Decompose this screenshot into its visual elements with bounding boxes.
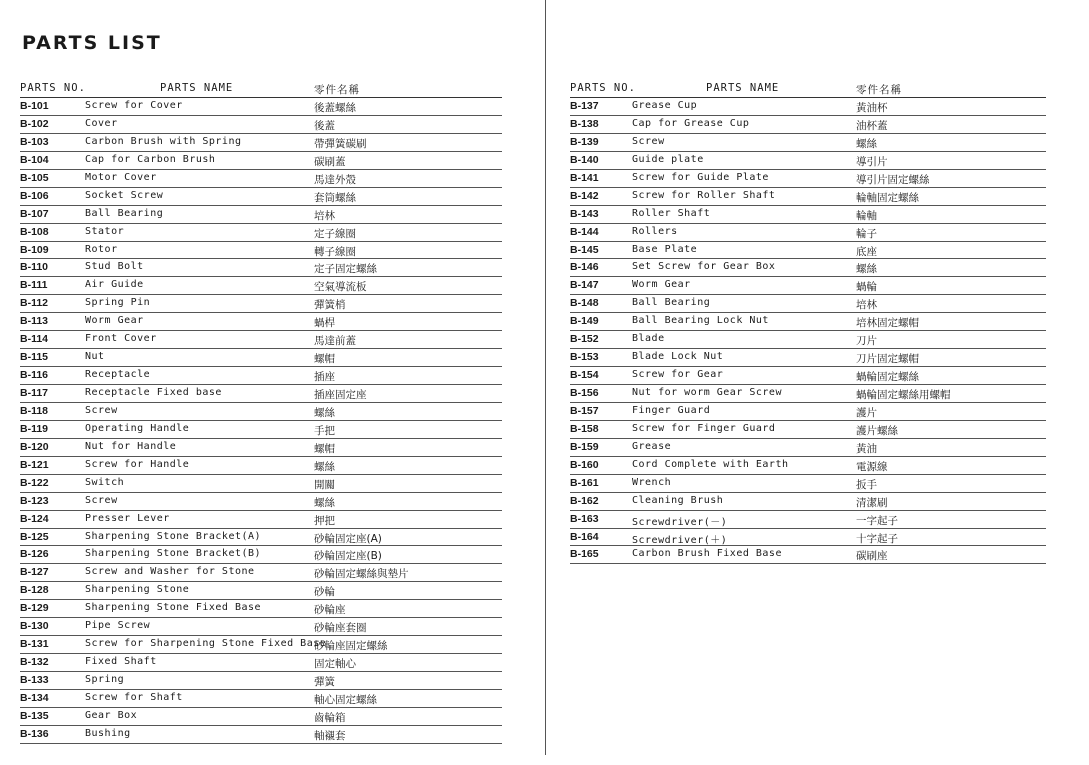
part-name-chinese: 馬達前蓋	[314, 335, 356, 348]
part-number: B-128	[20, 584, 49, 597]
table-row	[570, 206, 1046, 224]
part-name-chinese: 底座	[856, 245, 877, 258]
part-name: Spring	[85, 674, 125, 685]
part-name: Presser Lever	[85, 512, 170, 524]
part-number: B-109	[20, 243, 49, 256]
part-name-chinese: 砂輪座	[314, 604, 346, 617]
part-name: Carbon Brush Fixed Base	[632, 548, 782, 560]
table-row	[20, 349, 502, 367]
part-name-chinese: 開關	[314, 478, 335, 491]
table-row	[570, 475, 1046, 493]
table-row	[20, 224, 502, 242]
part-number: B-112	[20, 297, 49, 310]
table-row	[570, 98, 1046, 116]
parts-table-left	[20, 80, 502, 744]
part-name-chinese: 砂輪固定螺絲與墊片	[314, 568, 409, 581]
part-number: B-119	[20, 422, 49, 435]
part-number: B-162	[570, 494, 599, 507]
part-number: B-116	[20, 369, 49, 382]
part-number: B-158	[570, 422, 599, 435]
page-title: PARTS LIST	[22, 32, 162, 54]
part-name: Carbon Brush with Spring	[85, 135, 242, 147]
part-name-chinese: 刀片固定螺帽	[856, 353, 919, 366]
part-number: B-142	[570, 189, 599, 202]
part-number: B-134	[20, 691, 49, 704]
table-header	[570, 80, 1046, 98]
part-name: Screw for Finger Guard	[632, 422, 776, 434]
table-row	[570, 511, 1046, 529]
part-name-chinese: 培林固定螺帽	[856, 317, 919, 330]
table-row	[570, 421, 1046, 439]
table-row	[20, 511, 502, 529]
header-chinese-name: 零件名稱	[314, 84, 360, 96]
part-name: Rotor	[85, 243, 118, 255]
part-name-chinese: 後蓋螺絲	[314, 102, 356, 114]
part-number: B-124	[20, 512, 49, 525]
part-number: B-143	[570, 207, 599, 220]
table-row	[20, 708, 502, 726]
part-name-chinese: 螺絲	[314, 496, 335, 509]
part-number: B-163	[570, 512, 599, 525]
part-name-chinese: 蝸輪固定螺絲	[856, 371, 919, 384]
table-row	[570, 259, 1046, 277]
part-name-chinese: 碳刷座	[856, 550, 888, 563]
page-divider	[545, 0, 546, 755]
part-number: B-131	[20, 638, 49, 651]
part-name: Screw for Gear	[632, 369, 724, 381]
part-name-chinese: 油杯蓋	[856, 119, 888, 132]
part-number: B-144	[570, 225, 599, 238]
part-number: B-159	[570, 440, 599, 453]
part-name-chinese: 插座	[314, 371, 335, 384]
table-body-right	[570, 98, 1046, 564]
part-number: B-101	[20, 100, 49, 112]
table-row	[20, 367, 502, 385]
part-number: B-152	[570, 333, 599, 346]
part-name-chinese: 軸襯套	[314, 729, 346, 742]
part-name: Screw	[632, 135, 665, 147]
part-name-chinese: 黃油杯	[856, 102, 888, 114]
part-name: Operating Handle	[85, 422, 190, 434]
part-name-chinese: 定子固定螺絲	[314, 263, 377, 276]
part-name: Front Cover	[85, 333, 157, 345]
table-row	[570, 224, 1046, 242]
part-name-chinese: 螺絲	[314, 460, 335, 473]
part-number: B-149	[570, 315, 599, 328]
part-name-chinese: 刀片	[856, 335, 877, 348]
part-name-chinese: 插座固定座	[314, 389, 367, 401]
part-number: B-145	[570, 243, 599, 256]
table-row	[20, 600, 502, 618]
part-name-chinese: 蝸輪	[856, 281, 877, 294]
part-name-chinese: 砂輪固定座(A)	[314, 532, 382, 545]
part-name: Screwdriver(－)	[632, 516, 728, 528]
table-row	[20, 493, 502, 511]
part-number: B-113	[20, 315, 49, 328]
part-number: B-129	[20, 602, 49, 615]
part-number: B-138	[570, 117, 599, 130]
part-number: B-117	[20, 387, 49, 399]
part-number: B-118	[20, 404, 49, 417]
part-name: Screw for Cover	[85, 100, 183, 111]
parts-table-right	[570, 80, 1046, 564]
part-name: Screw	[85, 494, 118, 506]
part-name: Worm Gear	[85, 315, 144, 327]
part-number: B-114	[20, 333, 49, 346]
part-name: Sharpening Stone Fixed Base	[85, 602, 262, 614]
part-name: Screwdriver(＋)	[632, 534, 728, 546]
part-number: B-160	[570, 458, 599, 471]
table-row	[570, 529, 1046, 547]
part-name: Blade Lock Nut	[632, 351, 724, 363]
table-row	[20, 564, 502, 582]
part-number: B-137	[570, 100, 599, 112]
table-row	[20, 98, 502, 116]
part-number: B-121	[20, 458, 49, 471]
part-name-chinese: 護片螺絲	[856, 424, 898, 437]
part-name-chinese: 轉子線圈	[314, 245, 356, 258]
part-number: B-125	[20, 530, 49, 543]
table-body-left	[20, 98, 502, 744]
part-name-chinese: 十字起子	[856, 532, 898, 545]
part-name: Ball Bearing Lock Nut	[632, 315, 769, 327]
table-row	[20, 385, 502, 403]
part-number: B-102	[20, 117, 49, 130]
table-row	[570, 493, 1046, 511]
part-name-chinese: 培林	[856, 299, 877, 312]
table-row	[20, 295, 502, 313]
part-name-chinese: 電源線	[856, 460, 888, 473]
part-name: Screw for Sharpening Stone Fixed Base	[85, 638, 327, 650]
table-row	[20, 421, 502, 439]
part-number: B-139	[570, 135, 599, 148]
table-row	[570, 134, 1046, 152]
part-number: B-156	[570, 387, 599, 399]
table-row	[20, 313, 502, 331]
part-name-chinese: 蝸桿	[314, 317, 335, 330]
part-name-chinese: 清潔刷	[856, 496, 888, 509]
part-name-chinese: 一字起子	[856, 514, 898, 527]
part-name: Pipe Screw	[85, 620, 151, 632]
table-row	[20, 672, 502, 690]
header-chinese-name: 零件名稱	[856, 84, 902, 96]
table-row	[570, 277, 1046, 295]
part-name: Ball Bearing	[85, 207, 164, 219]
part-name: Cord Complete with Earth	[632, 458, 789, 470]
part-name-chinese: 護片	[856, 406, 877, 419]
part-name: Screw for Shaft	[85, 691, 183, 703]
header-parts-name: PARTS NAME	[706, 82, 780, 94]
part-name: Guide plate	[632, 153, 704, 165]
part-number: B-165	[570, 548, 599, 561]
part-name-chinese: 軸心固定螺絲	[314, 693, 377, 706]
part-name: Cover	[85, 117, 118, 129]
part-name: Nut for Handle	[85, 440, 177, 452]
part-name-chinese: 砂輪	[314, 586, 335, 599]
part-number: B-127	[20, 566, 49, 579]
part-name: Rollers	[632, 225, 678, 237]
part-name: Gear Box	[85, 709, 138, 721]
table-row	[20, 188, 502, 206]
table-header	[20, 80, 502, 98]
table-row	[20, 726, 502, 744]
part-name: Ball Bearing	[632, 297, 711, 309]
part-name: Receptacle	[85, 369, 151, 381]
part-name: Base Plate	[632, 243, 698, 255]
table-row	[20, 546, 502, 564]
table-row	[570, 331, 1046, 349]
table-row	[20, 206, 502, 224]
part-name: Nut	[85, 351, 105, 363]
part-name: Cap for Grease Cup	[632, 117, 750, 129]
table-row	[20, 690, 502, 708]
table-row	[570, 188, 1046, 206]
part-number: B-164	[570, 530, 599, 543]
part-name: Switch	[85, 476, 125, 488]
part-number: B-104	[20, 153, 49, 166]
table-row	[20, 457, 502, 475]
part-name: Nut for worm Gear Screw	[632, 387, 782, 398]
table-row	[570, 295, 1046, 313]
part-name-chinese: 輪軸固定螺絲	[856, 191, 919, 204]
part-number: B-161	[570, 476, 599, 489]
part-name-chinese: 馬達外殼	[314, 173, 356, 186]
table-row	[20, 582, 502, 600]
table-row	[20, 242, 502, 260]
part-number: B-130	[20, 620, 49, 633]
part-name-chinese: 螺帽	[314, 353, 335, 366]
part-number: B-146	[570, 261, 599, 274]
table-row	[20, 331, 502, 349]
part-name-chinese: 砂輪座套圈	[314, 622, 367, 635]
part-number: B-105	[20, 171, 49, 184]
table-row	[20, 403, 502, 421]
part-number: B-107	[20, 207, 49, 220]
part-name: Screw for Handle	[85, 458, 190, 470]
table-row	[20, 277, 502, 295]
part-name-chinese: 砂輪固定座(B)	[314, 550, 382, 563]
part-name: Worm Gear	[632, 279, 691, 291]
table-row	[570, 385, 1046, 403]
part-name: Bushing	[85, 727, 131, 739]
part-number: B-126	[20, 548, 49, 561]
table-row	[570, 242, 1046, 260]
part-name-chinese: 黃油	[856, 442, 877, 455]
part-name: Cap for Carbon Brush	[85, 153, 216, 165]
part-name-chinese: 螺絲	[856, 263, 877, 276]
part-name: Set Screw for Gear Box	[632, 261, 776, 273]
table-row	[20, 636, 502, 654]
part-name: Motor Cover	[85, 171, 157, 183]
part-name-chinese: 彈簧梢	[314, 299, 346, 312]
part-number: B-110	[20, 261, 49, 274]
header-parts-name: PARTS NAME	[160, 82, 234, 94]
table-row	[20, 529, 502, 547]
part-number: B-157	[570, 404, 599, 417]
part-name-chinese: 套筒螺絲	[314, 191, 356, 204]
part-name: Grease Cup	[632, 100, 698, 111]
part-number: B-154	[570, 369, 599, 382]
part-name: Sharpening Stone Bracket(A)	[85, 530, 262, 542]
table-row	[20, 259, 502, 277]
part-number: B-120	[20, 440, 49, 453]
table-row	[20, 152, 502, 170]
part-name-chinese: 押把	[314, 514, 335, 527]
part-name-chinese: 砂輪座固定螺絲	[314, 640, 388, 653]
table-row	[20, 654, 502, 672]
part-name: Stator	[85, 225, 125, 237]
part-name: Finger Guard	[632, 404, 711, 416]
part-name-chinese: 空氣導流板	[314, 281, 367, 294]
part-name-chinese: 定子線圈	[314, 227, 356, 240]
part-name: Sharpening Stone	[85, 584, 190, 596]
table-row	[570, 439, 1046, 457]
part-number: B-140	[570, 153, 599, 166]
part-name: Roller Shaft	[632, 207, 711, 219]
table-row	[570, 403, 1046, 421]
part-number: B-115	[20, 351, 49, 364]
part-number: B-111	[20, 279, 48, 292]
part-name-chinese: 碳刷蓋	[314, 155, 346, 168]
part-name: Spring Pin	[85, 297, 151, 309]
part-name-chinese: 導引片固定螺絲	[856, 173, 930, 186]
part-name: Socket Screw	[85, 189, 164, 201]
table-row	[570, 349, 1046, 367]
part-number: B-135	[20, 709, 49, 722]
part-number: B-147	[570, 279, 599, 292]
part-name-chinese: 培林	[314, 209, 335, 222]
part-number: B-106	[20, 189, 49, 202]
part-name: Screw	[85, 404, 118, 416]
table-row	[570, 457, 1046, 475]
part-number: B-136	[20, 727, 49, 740]
part-name-chinese: 輪子	[856, 227, 877, 240]
part-number: B-153	[570, 351, 599, 364]
part-name-chinese: 固定軸心	[314, 658, 356, 671]
part-number: B-133	[20, 674, 49, 686]
part-name-chinese: 後蓋	[314, 119, 335, 132]
table-row	[20, 170, 502, 188]
part-name: Screw and Washer for Stone	[85, 566, 255, 578]
part-number: B-103	[20, 135, 49, 148]
table-row	[570, 116, 1046, 134]
part-name: Sharpening Stone Bracket(B)	[85, 548, 262, 560]
part-number: B-132	[20, 656, 49, 669]
part-name-chinese: 帶彈簧碳刷	[314, 137, 367, 150]
table-row	[20, 134, 502, 152]
part-name-chinese: 手把	[314, 424, 335, 437]
part-name-chinese: 扳手	[856, 478, 877, 491]
part-name: Fixed Shaft	[85, 656, 157, 668]
table-row	[20, 439, 502, 457]
part-name-chinese: 輪軸	[856, 209, 877, 222]
part-name-chinese: 齒輪箱	[314, 711, 346, 724]
part-name: Air Guide	[85, 279, 144, 291]
table-row	[570, 367, 1046, 385]
part-name: Blade	[632, 333, 665, 345]
part-number: B-141	[570, 171, 599, 184]
part-name: Receptacle Fixed base	[85, 387, 222, 398]
table-row	[20, 475, 502, 493]
table-row	[570, 170, 1046, 188]
part-name-chinese: 彈簧	[314, 676, 335, 688]
part-name-chinese: 螺絲	[314, 406, 335, 419]
part-number: B-123	[20, 494, 49, 507]
part-name-chinese: 螺帽	[314, 442, 335, 455]
table-row	[570, 546, 1046, 564]
part-number: B-122	[20, 476, 49, 489]
part-name: Screw for Roller Shaft	[632, 189, 776, 201]
table-row	[570, 152, 1046, 170]
table-row	[20, 116, 502, 134]
table-row	[20, 618, 502, 636]
header-parts-no: PARTS NO.	[20, 82, 86, 94]
part-name-chinese: 螺絲	[856, 137, 877, 150]
part-name: Stud Bolt	[85, 261, 144, 273]
part-name: Cleaning Brush	[632, 494, 724, 506]
part-name: Wrench	[632, 476, 672, 488]
table-row	[570, 313, 1046, 331]
part-number: B-108	[20, 225, 49, 238]
part-name: Screw for Guide Plate	[632, 171, 769, 183]
part-name-chinese: 蝸輪固定螺絲用螺帽	[856, 389, 951, 401]
header-parts-no: PARTS NO.	[570, 82, 636, 94]
part-name: Grease	[632, 440, 672, 452]
part-name-chinese: 導引片	[856, 155, 888, 168]
part-number: B-148	[570, 297, 599, 310]
